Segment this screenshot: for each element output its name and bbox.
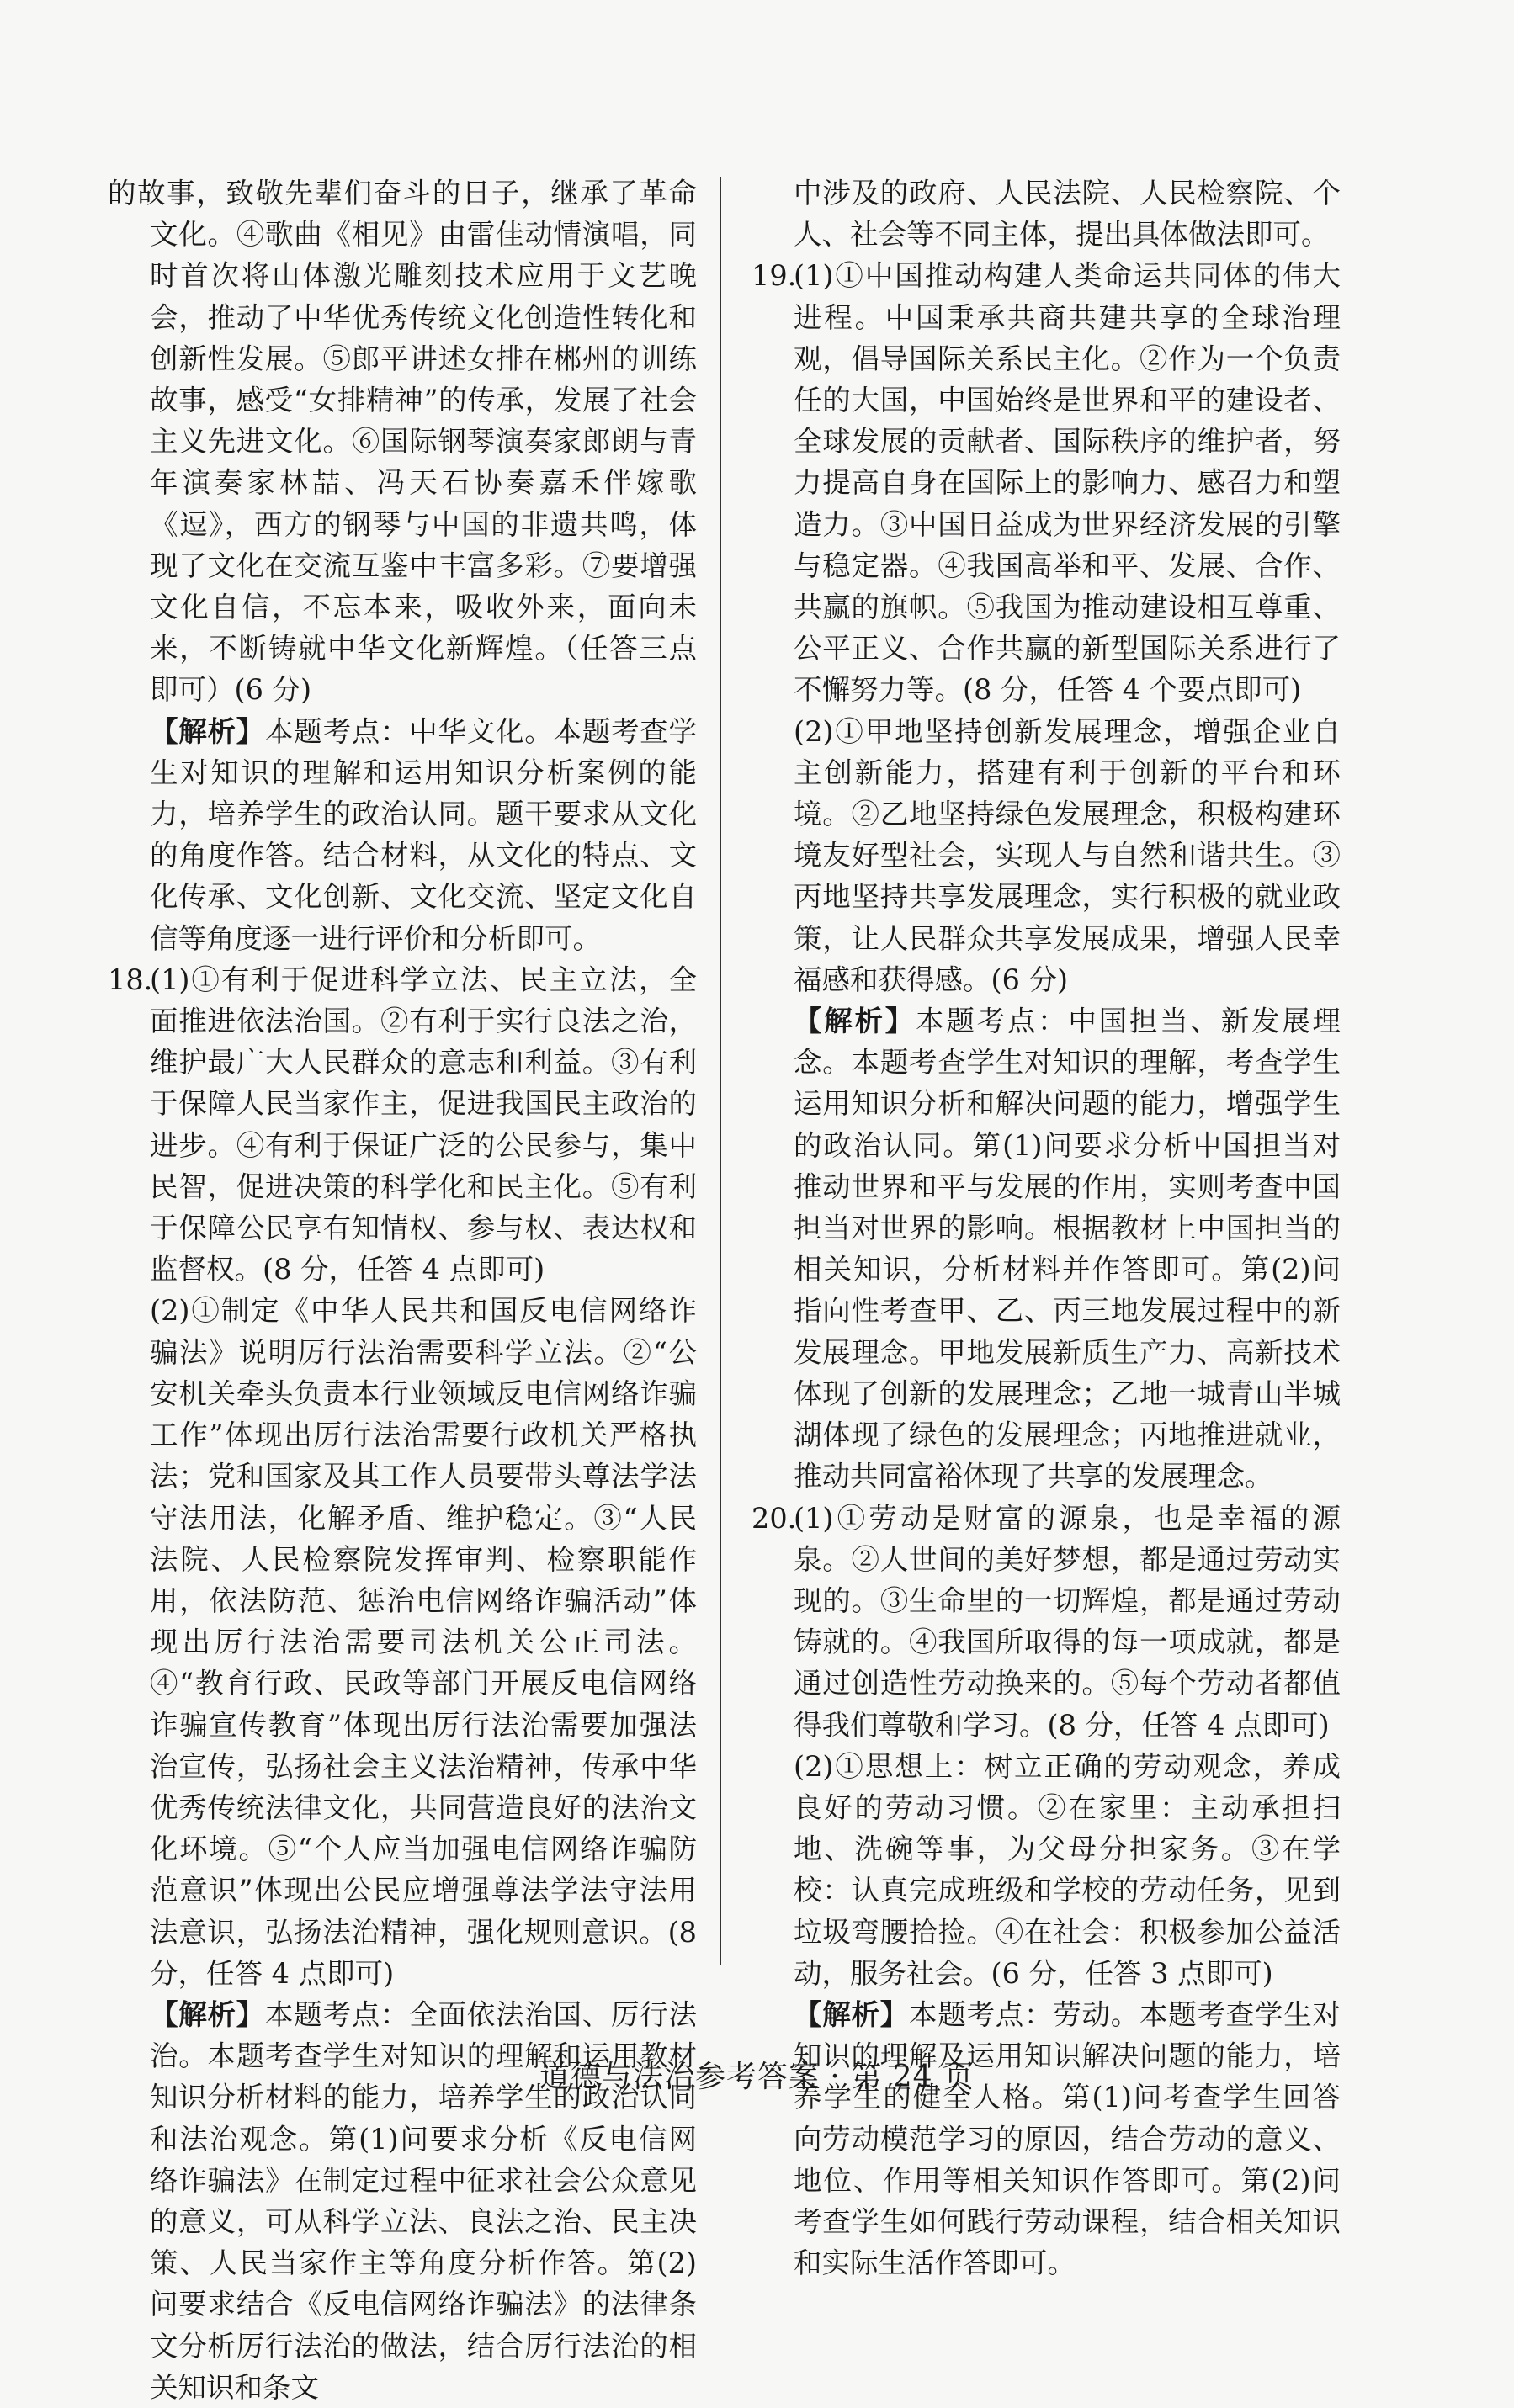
answer-text: (2)①甲地坚持创新发展理念，增强企业自主创新能力，搭建有利于创新的平台和环境。②乙地坚持绿色发展理念，积极构建环境友好型社会，实现人与自然和谐共生。③丙地坚持共享发展理念，实行积极的就业政策，让人民群众共享发展成果，增强人民幸福感和获得感。(6 分) [794, 714, 1341, 996]
question-18-part1 [108, 959, 697, 1291]
analysis-text: 本题考点：中国担当、新发展理念。本题考查学生对知识的理解，考查学生运用知识分析和解决问题的能力，增强学生的政治认同。第(1)问要求分析中国担当对推动世界和平与发展的作用，实则考查中国担当对世界的影响。根据教材上中国担当的相关知识，分析材料并作答即可。第(2)问指向性考查甲、乙、丙三地发展过程中的新发展理念。甲地发展新质生产力、高新技术体现了创新的发展理念；乙地一城青山半城湖体现了绿色的发展理念；丙地推进就业，推动共同富裕体现了共享的发展理念。 [794, 1005, 1341, 1493]
question-20-part2 [752, 1746, 1341, 1994]
analysis-tag: 【解析】 [150, 1997, 265, 2031]
question-19-analysis [752, 1000, 1341, 1497]
analysis-text: 本题考点：全面依法治国、厉行法治。本题考查学生对知识的理解和运用教材知识分析材料的能力，培养学生的政治认同和法治观念。第(1)问要求分析《反电信网络诈骗法》在制定过程中征求社会公众意见的意义，可从科学立法、良法之治、民主决策、人民当家作主等角度分析作答。第(2)问要求结合《反电信网络诈骗法》的法律条文分析厉行法治的做法，结合厉行法治的相关知识和条文 [150, 1997, 697, 2404]
answer-text: (1)①中国推动构建人类命运共同体的伟大进程。中国秉承共商共建共享的全球治理观，倡导国际关系民主化。②作为一个负责任的大国，中国始终是世界和平的建设者、全球发展的贡献者、国际秩序的维护者，努力提高自身在国际上的影响力、感召力和塑造力。③中国日益成为世界经济发展的引擎与稳定器。④我国高举和平、发展、合作、共赢的旗帜。⑤我国为推动建设相互尊重、公平正义、合作共赢的新型国际关系进行了不懈努力等。(8 分，任答 4 个要点即可) [794, 259, 1341, 707]
question-number: 18. [108, 963, 153, 996]
culture-analysis [108, 711, 697, 959]
question-19-part1 [752, 255, 1341, 710]
analysis-tag: 【解析】 [794, 1997, 909, 2031]
analysis-text: 中涉及的政府、人民法院、人民检察院、个人、社会等不同主体，提出具体做法即可。 [794, 177, 1341, 252]
culture-answer-continued [108, 172, 697, 711]
column-divider [720, 177, 721, 1965]
page-footer: 道德与法治参考答案 · 第 24 页 [539, 2060, 975, 2094]
culture-answer-text: 的故事，致敬先辈们奋斗的日子，继承了革命文化。④歌曲《相见》由雷佳动情演唱，同时首次将山体激光雕刻技术应用于文艺晚会，推动了中华优秀传统文化创造性转化和创新性发展。⑤郎平讲述女排在郴州的训练故事，感受“女排精神”的传承，发展了社会主义先进文化。⑥国际钢琴演奏家郎朗与青年演奏家林喆、冯天石协奏嘉禾伴嫁歌《逗》，西方的钢琴与中国的非遗共鸣，体现了文化在交流互鉴中丰富多彩。⑦要增强文化自信，不忘本来，吸收外来，面向未来，不断铸就中华文化新辉煌。（任答三点即可）(6 分) [108, 177, 697, 707]
question-18-part2 [108, 1290, 697, 1993]
answer-text: (2)①制定《中华人民共和国反电信网络诈骗法》说明厉行法治需要科学立法。②“公安机关牵头负责本行业领域反电信网络诈骗工作”体现出厉行法治需要行政机关严格执法；党和国家及其工作人员要带头尊法学法守法用法，化解矛盾、维护稳定。③“人民法院、人民检察院发挥审判、检察职能作用，依法防范、惩治电信网络诈骗活动”体现出厉行法治需要司法机关公正司法。④“教育行政、民政等部门开展反电信网络诈骗宣传教育”体现出厉行法治需要加强法治宣传，弘扬社会主义法治精神，传承中华优秀传统法律文化，共同营造良好的法治文化环境。⑤“个人应当加强电信网络诈骗防范意识”体现出公民应增强尊法学法守法用法意识，弘扬法治精神，强化规则意识。(8 分，任答 4 点即可) [150, 1294, 697, 1990]
answer-text: (1)①劳动是财富的源泉，也是幸福的源泉。②人世间的美好梦想，都是通过劳动实现的。③生命里的一切辉煌，都是通过劳动铸就的。④我国所取得的每一项成就，都是通过创造性劳动换来的。⑤每个劳动者都值得我们尊敬和学习。(8 分，任答 4 点即可) [794, 1501, 1341, 1742]
question-number: 19. [752, 259, 797, 293]
right-column [752, 172, 1341, 2283]
question-number: 20. [752, 1501, 797, 1535]
question-20-analysis [752, 1994, 1341, 2283]
question-19-part2 [752, 711, 1341, 1000]
answer-text: (2)①思想上：树立正确的劳动观念，养成良好的劳动习惯。②在家里：主动承担扫地、洗碗等事，为父母分担家务。③在学校：认真完成班级和学校的劳动任务，见到垃圾弯腰拾捡。④在社会：积极参加公益活动，服务社会。(6 分，任答 3 点即可) [794, 1749, 1341, 1990]
answer-text: (1)①有利于促进科学立法、民主立法，全面推进依法治国。②有利于实行良法之治，维护最广大人民群众的意志和利益。③有利于保障人民当家作主，促进我国民主政治的进步。④有利于保证广泛的公民参与，集中民智，促进决策的科学化和民主化。⑤有利于保障公民享有知情权、参与权、表达权和监督权。(8 分，任答 4 点即可) [150, 963, 697, 1286]
analysis-tag: 【解析】 [150, 714, 265, 748]
question-20-part1 [752, 1498, 1341, 1746]
question-18-analysis-continued [752, 172, 1341, 255]
analysis-text: 本题考点：中华文化。本题考查学生对知识的理解和运用知识分析案例的能力，培养学生的政治认同。题干要求从文化的角度作答。结合材料，从文化的特点、文化传承、文化创新、文化交流、坚定文化自信等角度逐一进行评价和分析即可。 [150, 714, 697, 955]
analysis-tag: 【解析】 [794, 1005, 916, 1038]
analysis-text: 本题考点：劳动。本题考查学生对知识的理解及运用知识解决问题的能力，培养学生的健全人格。第(1)问考查学生回答向劳动模范学习的原因，结合劳动的意义、地位、作用等相关知识作答即可。第(2)问考查学生如何践行劳动课程，结合相关知识和实际生活作答即可。 [794, 1997, 1341, 2280]
